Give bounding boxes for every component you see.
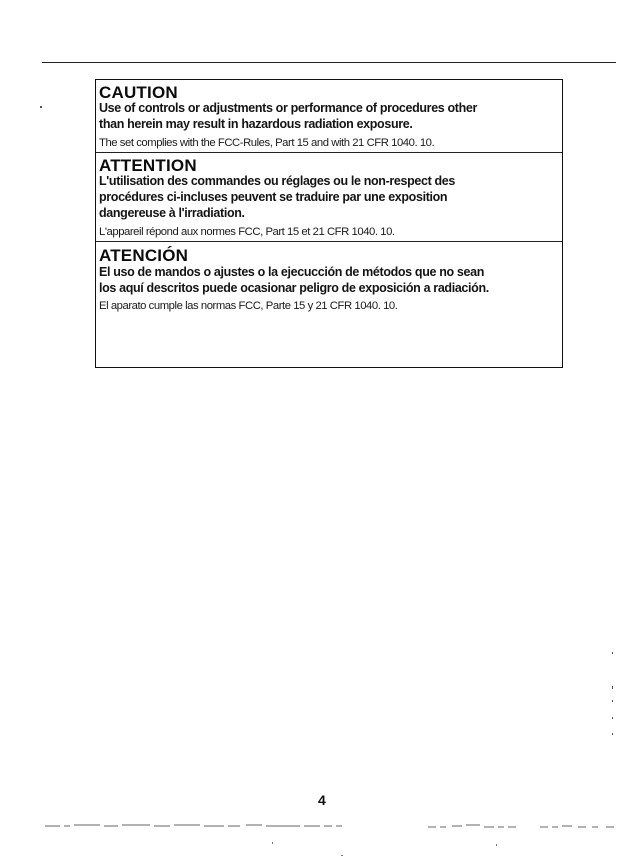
attention-title: ATTENTION: [99, 156, 197, 175]
atencion-compliance-note: El aparato cumple las normas FCC, Parte 15 y 21 CFR 1040. 10.: [99, 300, 398, 312]
page-number: 4: [318, 792, 326, 808]
caution-text-line: Use of controls or adjustments or performance of procedures other: [99, 101, 478, 115]
section-divider: [96, 241, 562, 242]
atencion-text-line: los aquí descritos puede ocasionar peligro de exposición a radiación.: [99, 281, 489, 295]
radiation-warning-box: [95, 79, 563, 368]
attention-text-line: dangereuse à l'irradiation.: [99, 206, 245, 220]
attention-text: [99, 173, 455, 221]
atencion-text-line: El uso de mandos o ajustes o la ejecucción de métodos que no sean: [99, 265, 484, 279]
caution-title: CAUTION: [99, 83, 178, 102]
scan-speck: [612, 686, 613, 689]
caution-compliance-note: The set complies with the FCC-Rules, Part 15 and with 21 CFR 1040. 10.: [99, 137, 435, 149]
caution-text: [99, 100, 477, 132]
attention-compliance-note: L'appareil répond aux normes FCC, Part 15 et 21 CFR 1040. 10.: [99, 226, 395, 238]
scan-speck: [612, 700, 613, 702]
scan-speck: [612, 733, 613, 735]
attention-text-line: procédures ci-incluses peuvent se traduire par une exposition: [99, 190, 448, 204]
section-divider: [96, 152, 562, 153]
atencion-title: ATENCIÓN: [99, 246, 189, 265]
scan-speck: [612, 717, 613, 719]
scan-speck: [40, 106, 42, 108]
atencion-text: [99, 264, 489, 296]
caution-text-line: than herein may result in hazardous radiation exposure.: [99, 117, 413, 131]
scan-speck: [612, 652, 613, 654]
top-divider: [42, 62, 616, 63]
bottom-scan-artifacts: [0, 815, 626, 862]
attention-text-line: L'utilisation des commandes ou réglages ou le non-respect des: [99, 174, 456, 188]
